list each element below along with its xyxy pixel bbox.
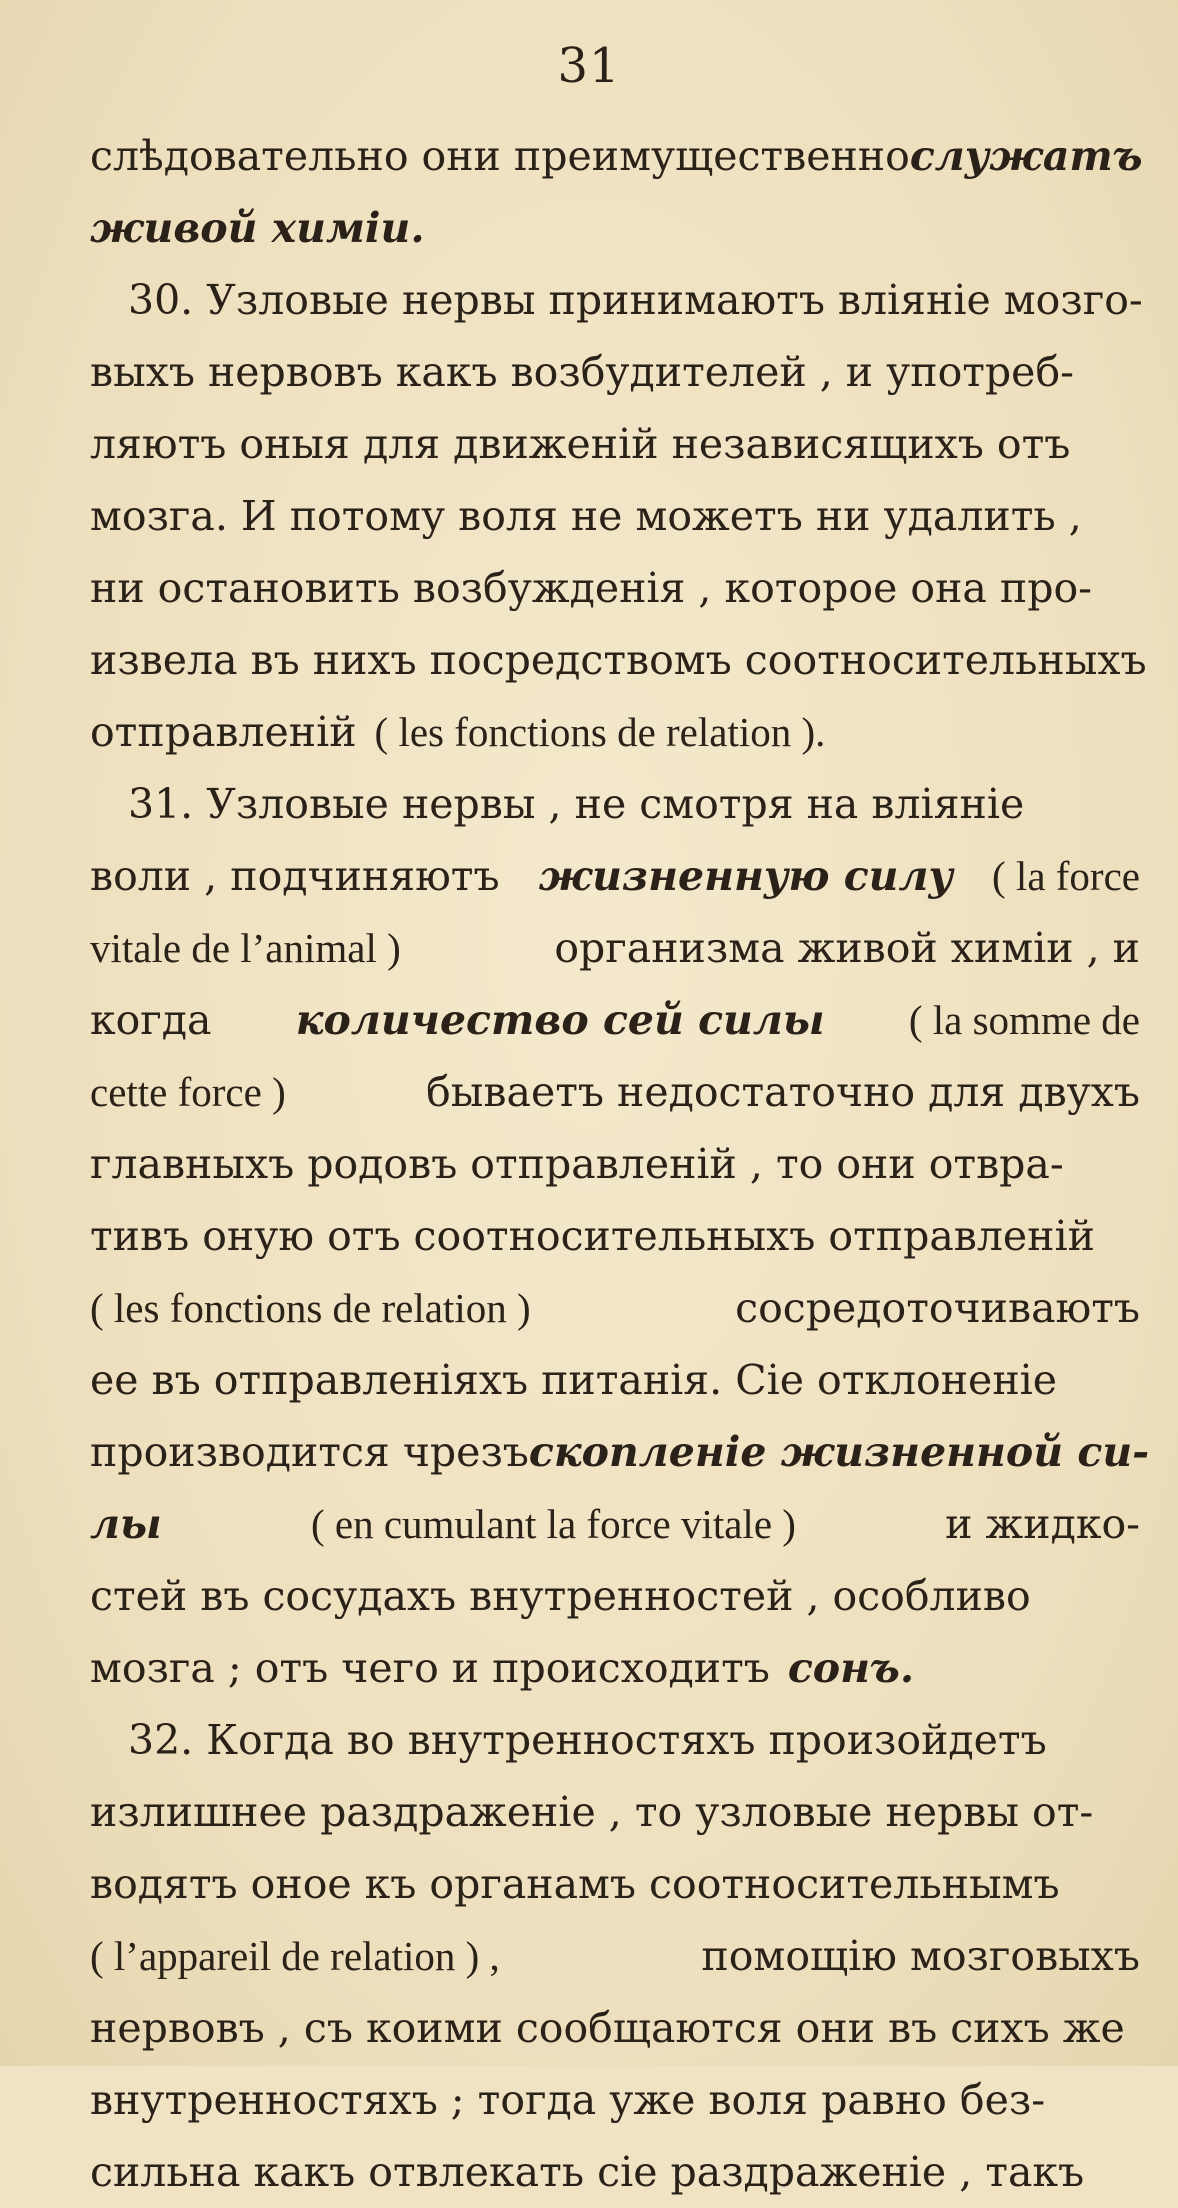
text-line: ее въ отправленіяхъ питанія. Сіе отклоненіе	[90, 1356, 1058, 1404]
text-line: когда количество сей силы ( la somme de	[90, 996, 1140, 1044]
text-line: нервовъ , съ коими сообщаются они въ сихъ же	[90, 2004, 1125, 2052]
page-number: 31	[557, 38, 621, 94]
text-line: производится чрезъ скопленіе жизненной си-	[90, 1428, 1150, 1476]
paragraph-32-start: 32. Когда во внутренностяхъ произойдетъ	[128, 1716, 1047, 1764]
text-line: тивъ оную отъ соотносительныхъ отправленій	[90, 1212, 1095, 1260]
text-line: водятъ оное къ органамъ соотносительнымъ	[90, 1860, 1060, 1908]
text-line: стей въ сосудахъ внутренностей , особливо	[90, 1572, 1031, 1620]
text-line: ляютъ оныя для движеній независящихъ отъ	[90, 420, 1071, 468]
text-line: лы ( en cumulant la force vitale ) и жидко-	[90, 1500, 1140, 1548]
text-line	[90, 120, 1143, 192]
text-line: мозга. И потому воля не можетъ ни удалить ,	[90, 492, 1082, 540]
text-line: ( les fonctions de relation ) сосредоточиваютъ	[90, 1284, 1140, 1332]
page-text	[90, 120, 1150, 2208]
text-line: cette force ) бываетъ недостаточно для двухъ	[90, 1068, 1140, 1116]
paragraph-31-start: 31. Узловые нервы , не смотря на вліяніе	[128, 780, 1025, 828]
paragraph-30-start: 30. Узловые нервы принимаютъ вліяніе мозго-	[128, 276, 1143, 324]
text-line: ни остановить возбужденія , которое она про-	[90, 564, 1092, 612]
text-line: выхъ нервовъ какъ возбудителей , и употреб-	[90, 348, 1074, 396]
text-line: извела въ нихъ посредствомъ соотносительныхъ	[90, 636, 1147, 684]
text-line: отправленій ( les fonctions de relation ).	[90, 708, 826, 756]
text-line	[90, 192, 1140, 264]
text-line: vitale de l’animal ) организма живой химіи , и	[90, 924, 1140, 972]
italic-run: живой химіи.	[90, 204, 425, 252]
text-line: излишнее раздраженіе , то узловые нервы от-	[90, 1788, 1094, 1836]
text-line: ( l’appareil de relation ) , помощію мозговыхъ	[90, 1932, 1140, 1980]
text-run: слѣдовательно они преимущественно	[90, 132, 910, 180]
text-line: сильна какъ отвлекать сіе раздраженіе , такъ	[90, 2148, 1085, 2196]
text-line: главныхъ родовъ отправленій , то они отвра-	[90, 1140, 1064, 1188]
italic-run: служатъ	[909, 132, 1143, 180]
text-line: внутренностяхъ ; тогда уже воля равно без-	[90, 2076, 1046, 2124]
text-line: мозга ; отъ чего и происходитъ сонъ.	[90, 1644, 915, 1692]
text-line: воли , подчиняютъ жизненную силу ( la force	[90, 852, 1140, 900]
